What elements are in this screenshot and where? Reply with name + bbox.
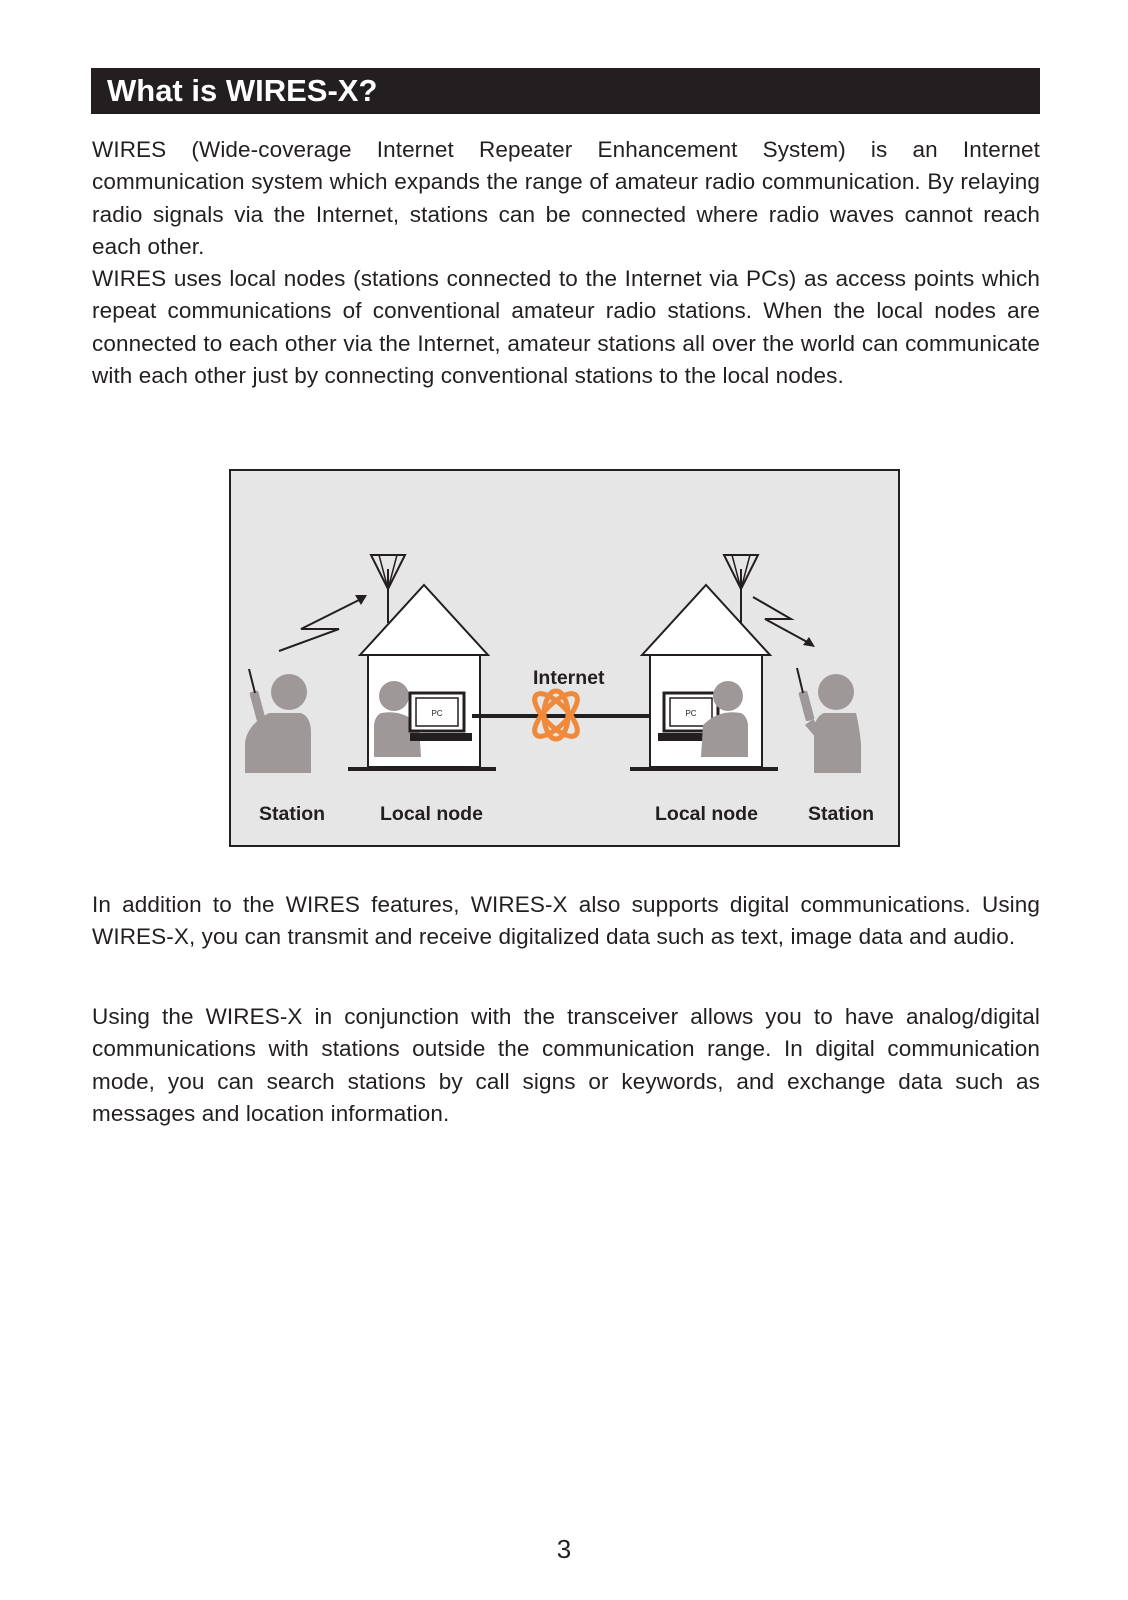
- left-house-icon: [348, 555, 496, 771]
- label-local-node-right: Local node: [655, 803, 758, 825]
- page-number: 3: [556, 1534, 572, 1564]
- right-house-icon: [630, 555, 778, 771]
- intro-paragraph: WIRES (Wide-coverage Internet Repeater Enhancement System) is an Internet communication system which expands the range of amateur radio communication. By relaying radio signals via the Internet, stations can be connected where radio waves cannot reach each other.: [92, 137, 1040, 259]
- svg-text:PC: PC: [685, 709, 697, 718]
- label-internet: Internet: [533, 667, 605, 689]
- label-station-left: Station: [259, 803, 326, 825]
- local-nodes-paragraph: WIRES uses local nodes (stations connected to the Internet via PCs) as access points which repeat communications of conventional amateur radio stations. When the local nodes are connected to each other via the Internet, amateur stations all over the world can communicate with each other just by connecting conventional stations to the local nodes.: [92, 266, 1040, 388]
- section-heading: What is WIRES-X?: [91, 68, 1040, 114]
- left-station-person-icon: [245, 669, 311, 773]
- right-station-person-icon: [797, 668, 861, 773]
- wires-diagram-illustration: [231, 471, 898, 845]
- svg-text:PC: PC: [431, 709, 443, 718]
- wires-diagram: [229, 469, 900, 847]
- label-local-node-left: Local node: [380, 803, 483, 825]
- digital-features-paragraph: In addition to the WIRES features, WIRES-X also supports digital communications. Using WIRES-X, you can transmit and receive digitalized data such as text, image data and audio.: [92, 892, 1040, 950]
- label-station-right: Station: [808, 803, 875, 825]
- transceiver-paragraph: Using the WIRES-X in conjunction with the transceiver allows you to have analog/digital communications with stations outside the communication range. In digital communication mode, you can search stations by call signs or keywords, and exchange data such as messages and location information.: [92, 1004, 1040, 1126]
